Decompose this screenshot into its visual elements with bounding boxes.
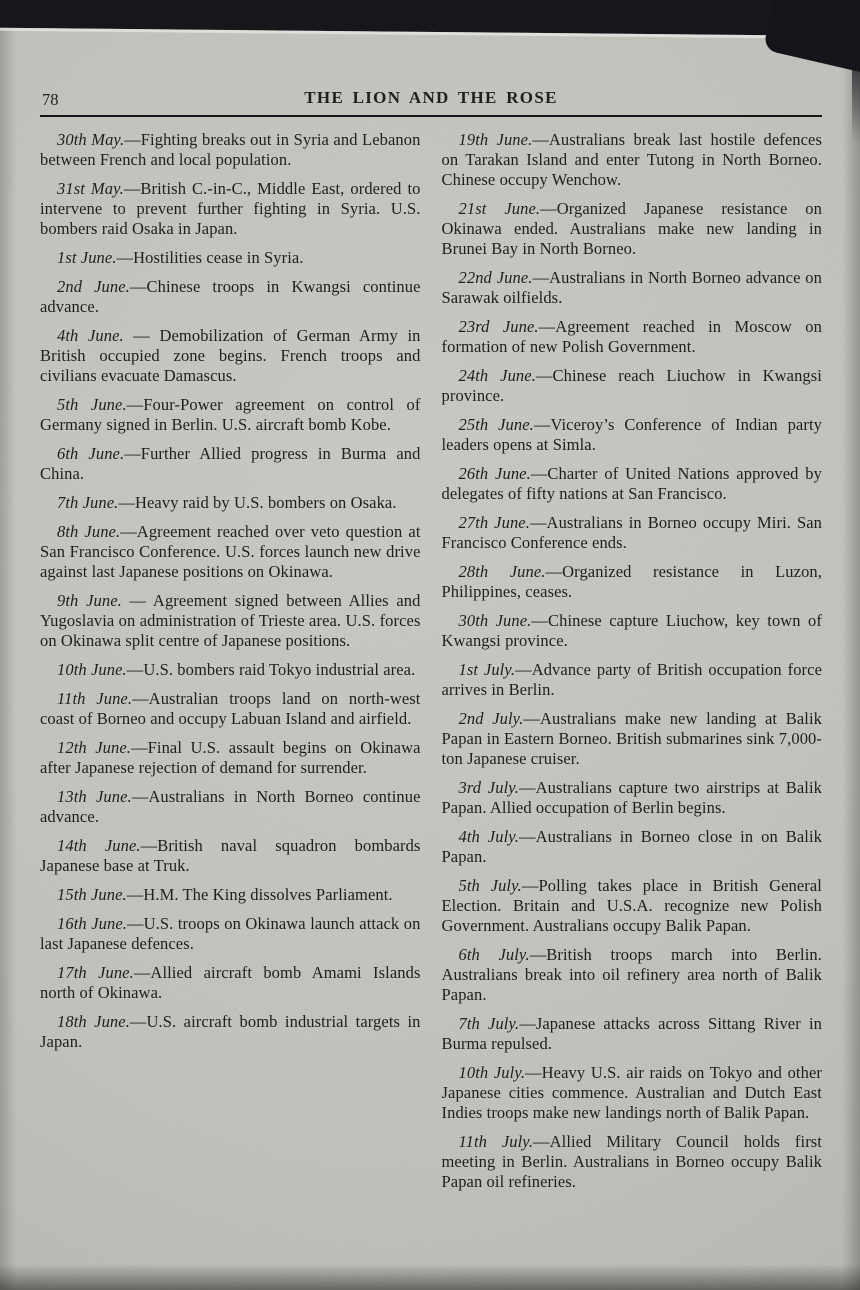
scan-shadow-bottom (0, 1264, 860, 1290)
entry-date: 13th June. (57, 787, 132, 806)
entry-date: 9th June. (57, 591, 122, 610)
entry-date: 26th June. (458, 464, 531, 483)
entry-date: 5th June. (57, 395, 127, 414)
entry-text: —Australians in Borneo close in on Balik Papan. (441, 827, 823, 866)
chronology-entry (40, 963, 421, 1003)
entry-text: —H.M. The King dissolves Parliament. (126, 885, 393, 904)
entry-date: 14th June. (57, 836, 141, 855)
chronology-entry (442, 366, 823, 406)
entry-date: 16th June. (57, 914, 128, 933)
entry-date: 2nd June. (57, 277, 130, 296)
entry-text: —Chinese reach Liuchow in Kwangsi province. (441, 366, 822, 405)
right-column (442, 130, 823, 1201)
entry-text: —Hostilities cease in Syria. (116, 248, 304, 267)
entry-date: 6th July. (458, 945, 530, 964)
scan-edge-top-right-corner (763, 0, 860, 76)
entry-text: —British naval squadron bombards Japanese base at Truk. (40, 836, 421, 875)
entry-text: —Allied aircraft bomb Amami Islands north of Okinawa. (40, 963, 421, 1002)
chronology-entry (40, 660, 421, 680)
entry-date: 6th June. (57, 444, 125, 463)
entry-text: — Agreement signed between Allies and Yugoslavia on administration of Trieste area. U.S. forces on Okinawa split centre of Japanese positions. (40, 591, 421, 650)
entry-date: 3rd July. (458, 778, 519, 797)
page-body (40, 88, 822, 1201)
entry-date: 5th July. (458, 876, 522, 895)
chronology-entry (40, 444, 421, 484)
entry-date: 4th July. (458, 827, 520, 846)
entry-text: —Further Allied progress in Burma and China. (40, 444, 421, 483)
chronology-entry (442, 415, 823, 455)
chronology-entry (442, 562, 823, 602)
chronology-entry (442, 1063, 823, 1123)
entry-date: 30th June. (458, 611, 532, 630)
entry-text: —Charter of United Nations approved by delegates of fifty nations at San Francisco. (441, 464, 822, 503)
entry-text: —U.S. bombers raid Tokyo industrial area. (126, 660, 416, 679)
entry-text: —Advance party of British occupation force arrives in Berlin. (441, 660, 822, 699)
entry-date: 10th June. (57, 660, 127, 679)
chronology-entry (442, 199, 823, 259)
chronology-entry (442, 945, 823, 1005)
entry-date: 1st June. (57, 248, 117, 267)
entry-text: —British troops march into Berlin. Australians break into oil refinery area north of Balik Papan. (441, 945, 822, 1004)
chronology-entry (40, 248, 421, 268)
entry-text: —Australian troops land on north-west coast of Borneo and occupy Labuan Island and airfield. (40, 689, 421, 728)
entry-date: 17th June. (57, 963, 134, 982)
chronology-entry (40, 738, 421, 778)
chronology-entry (442, 660, 823, 700)
entry-text: —Allied Military Council holds first meeting in Berlin. Australians in Borneo occupy Balik Papan oil refineries. (441, 1132, 822, 1191)
chronology-entry (40, 836, 421, 876)
page-header (40, 88, 822, 117)
entry-text: —Heavy raid by U.S. bombers on Osaka. (118, 493, 397, 512)
entry-text: —Chinese capture Liuchow, key town of Kwangsi province. (441, 611, 822, 650)
entry-text: —Australians in North Borneo advance on Sarawak oilfields. (441, 268, 822, 307)
chronology-entry (442, 1014, 823, 1054)
chronology-entry (442, 317, 823, 357)
entry-text: —Australians make new landing at Balik Papan in Eastern Borneo. British submarines sink 7,000-ton Japanese cruiser. (441, 709, 822, 768)
entry-text: —Japanese attacks across Sittang River in Burma repulsed. (441, 1014, 822, 1053)
entry-date: 4th June. (57, 326, 124, 345)
entry-date: 28th June. (458, 562, 546, 581)
entry-text: —U.S. aircraft bomb industrial targets in Japan. (40, 1012, 421, 1051)
entry-date: 27th June. (458, 513, 530, 532)
scan-edge-right-top (852, 34, 860, 144)
scan-edge-top (0, 0, 860, 36)
entry-date: 15th June. (57, 885, 127, 904)
entry-text: —Agreement reached in Moscow on formation of new Polish Government. (441, 317, 822, 356)
entry-text: —Australians break last hostile defences on Tarakan Island and enter Tutong in North Borneo. Chinese occupy Wenchow. (441, 130, 823, 189)
chronology-entry (40, 179, 421, 239)
chronology-entry (442, 464, 823, 504)
entry-text: —Final U.S. assault begins on Okinawa after Japanese rejection of demand for surrender. (40, 738, 421, 777)
scan-shadow-right (842, 0, 860, 1290)
entry-text: —Heavy U.S. air raids on Tokyo and other Japanese cities commence. Australian and Dutch East Indies troops make new landings north of Balik Papan. (441, 1063, 822, 1122)
chronology-entry (442, 130, 823, 190)
entry-text: —Australians capture two airstrips at Balik Papan. Allied occupation of Berlin begins. (441, 778, 822, 817)
chronology-entry (40, 591, 421, 651)
chronology-entry (442, 778, 823, 818)
chronology-entry (442, 513, 823, 553)
entry-date: 10th July. (458, 1063, 526, 1082)
chronology-entry (40, 130, 421, 170)
entry-date: 1st July. (458, 660, 516, 679)
chronology-entry (40, 787, 421, 827)
entry-text: —Four-Power agreement on control of Germany signed in Berlin. U.S. aircraft bomb Kobe. (40, 395, 421, 434)
entry-date: 12th June. (57, 738, 132, 757)
entry-date: 19th June. (458, 130, 533, 149)
entry-text: —Fighting breaks out in Syria and Lebanon between French and local population. (40, 130, 421, 169)
two-column-text (40, 130, 822, 1201)
entry-date: 31st May. (57, 179, 124, 198)
chronology-entry (40, 1012, 421, 1052)
chronology-entry (442, 268, 823, 308)
entry-text: —Agreement reached over veto question at San Francisco Conference. U.S. forces launch new drive against last Japanese positions on Okinawa. (40, 522, 421, 581)
entry-date: 21st June. (458, 199, 541, 218)
entry-date: 24th June. (458, 366, 536, 385)
chronology-entry (40, 522, 421, 582)
entry-text: —U.S. troops on Okinawa launch attack on last Japanese defences. (40, 914, 421, 953)
chronology-entry (40, 689, 421, 729)
chronology-entry (442, 709, 823, 769)
entry-text: —Organized Japanese resistance on Okinawa ended. Australians make new landing in Brunei Bay in North Borneo. (441, 199, 822, 258)
chronology-entry (40, 277, 421, 317)
entry-date: 23rd June. (458, 317, 539, 336)
entry-date: 11th July. (458, 1132, 534, 1151)
chronology-entry (442, 611, 823, 651)
entry-text: —Australians in Borneo occupy Miri. San Francisco Conference ends. (441, 513, 822, 552)
entry-text: —Viceroy’s Conference of Indian party leaders opens at Simla. (441, 415, 822, 454)
scan-shadow-left (0, 0, 16, 1290)
chronology-entry (442, 827, 823, 867)
entry-text: —Organized resistance in Luzon, Philippines, ceases. (441, 562, 823, 601)
left-column (40, 130, 421, 1201)
entry-text: — Demobilization of German Army in British occupied zone begins. French troops and civilians evacuate Damascus. (40, 326, 421, 385)
entry-date: 7th June. (57, 493, 119, 512)
entry-text: —British C.-in-C., Middle East, ordered to intervene to prevent further fighting in Syria. U.S. bombers raid Osaka in Japan. (40, 179, 421, 238)
chronology-entry (40, 914, 421, 954)
entry-date: 30th May. (57, 130, 125, 149)
chronology-entry (40, 395, 421, 435)
entry-date: 11th June. (57, 689, 133, 708)
chronology-entry (40, 326, 421, 386)
entry-text: —Chinese troops in Kwangsi continue advance. (40, 277, 421, 316)
chronology-entry (442, 876, 823, 936)
entry-date: 8th June. (57, 522, 121, 541)
entry-text: —Australians in North Borneo continue advance. (40, 787, 421, 826)
entry-date: 7th July. (458, 1014, 520, 1033)
entry-text: —Polling takes place in British General Election. Britain and U.S.A. recognize new Polish Government. Australians occupy Balik Papan. (441, 876, 822, 935)
chronology-entry (40, 493, 421, 513)
chronology-entry (442, 1132, 823, 1192)
chronology-entry (40, 885, 421, 905)
entry-date: 2nd July. (458, 709, 524, 728)
page-number: 78 (42, 90, 59, 109)
page-title: THE LION AND THE ROSE (304, 88, 558, 107)
entry-date: 18th June. (57, 1012, 130, 1031)
header-rule (40, 115, 822, 117)
entry-date: 22nd June. (458, 268, 533, 287)
entry-date: 25th June. (458, 415, 534, 434)
